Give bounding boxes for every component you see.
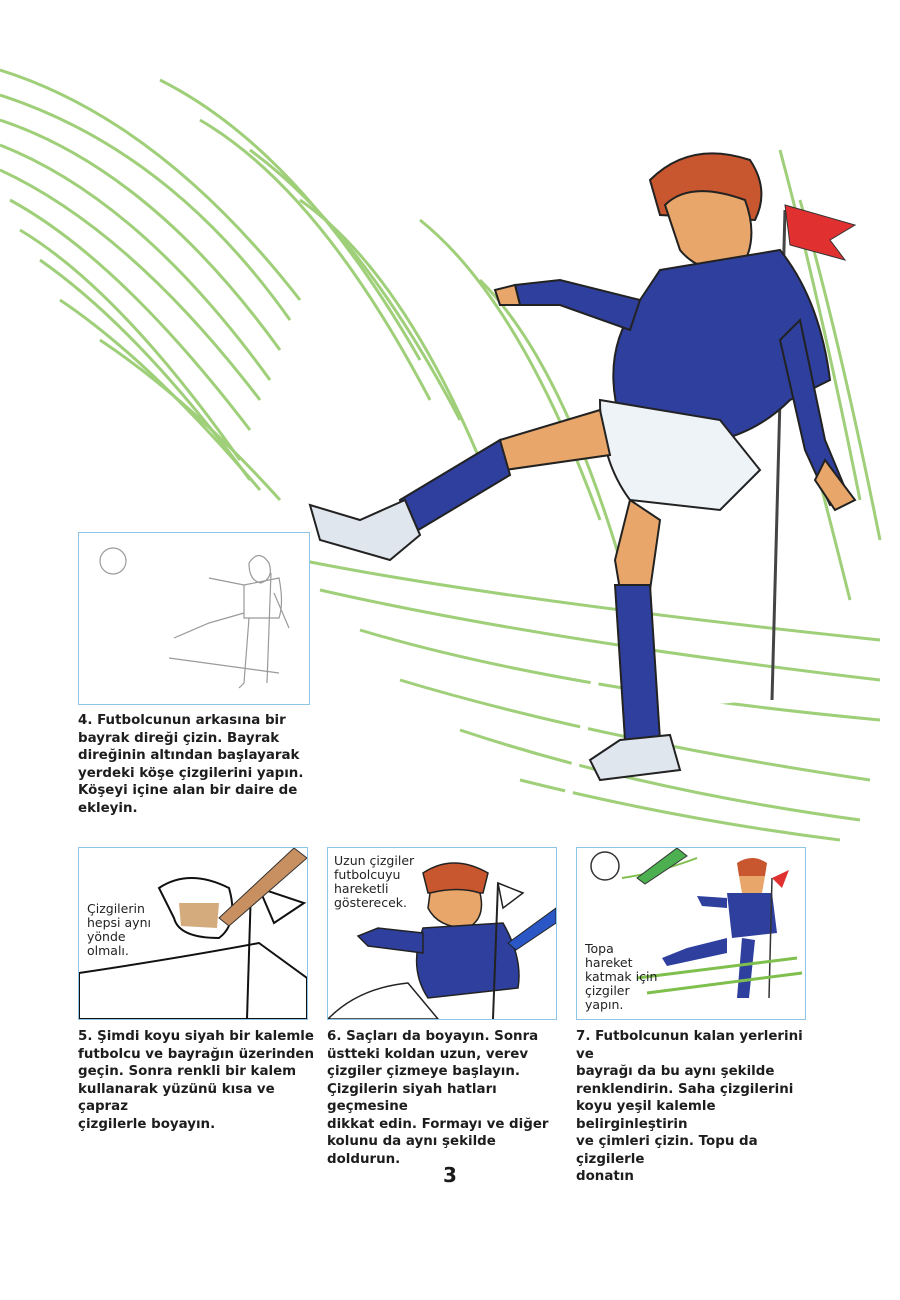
step-5-panel bbox=[78, 847, 308, 1020]
step-7-panel bbox=[576, 847, 806, 1020]
step-7-note: Topa hareket katmak için çizgiler yapın. bbox=[585, 941, 658, 1012]
step-6-note: Uzun çizgiler futbolcuyu hareketli gösterecek. bbox=[334, 853, 415, 910]
step-5-note: Çizgilerin hepsi aynı yönde olmalı. bbox=[87, 901, 151, 958]
page-number: 3 bbox=[443, 1163, 457, 1187]
step-6-caption: 6. Saçları da boyayın. Sonra üstteki koldan uzun, verev çizgiler çizmeye başlayın. Çizgilerin siyah hatları geçmesine dikkat edin. Formayı ve diğer kolunu da aynı şekilde doldurun. bbox=[327, 1029, 549, 1167]
step-4-sketch bbox=[79, 533, 309, 704]
step-4-caption: 4. Futbolcunun arkasına bir bayrak direği çizin. Bayrak direğinin altından başlayarak yerdeki köşe çizgilerini yapın. Köşeyi içine alan bir daire de ekleyin. bbox=[78, 713, 304, 816]
step-6-panel bbox=[327, 847, 557, 1020]
step-4-sketch-panel bbox=[78, 532, 310, 705]
step-5-caption: 5. Şimdi koyu siyah bir kalemle futbolcu ve bayrağın üzerinden geçin. Sonra renkli bir kalem kullanarak yüzünü kısa ve çapraz çizgilerle boyayın. bbox=[78, 1029, 315, 1132]
step-7-caption: 7. Futbolcunun kalan yerlerini ve bayrağı da bu aynı şekilde renklendirin. Saha çizgilerini koyu yeşil kalemle belirginleştirin ve çimleri çizin. Topu da çizgilerle donatın bbox=[576, 1029, 803, 1184]
